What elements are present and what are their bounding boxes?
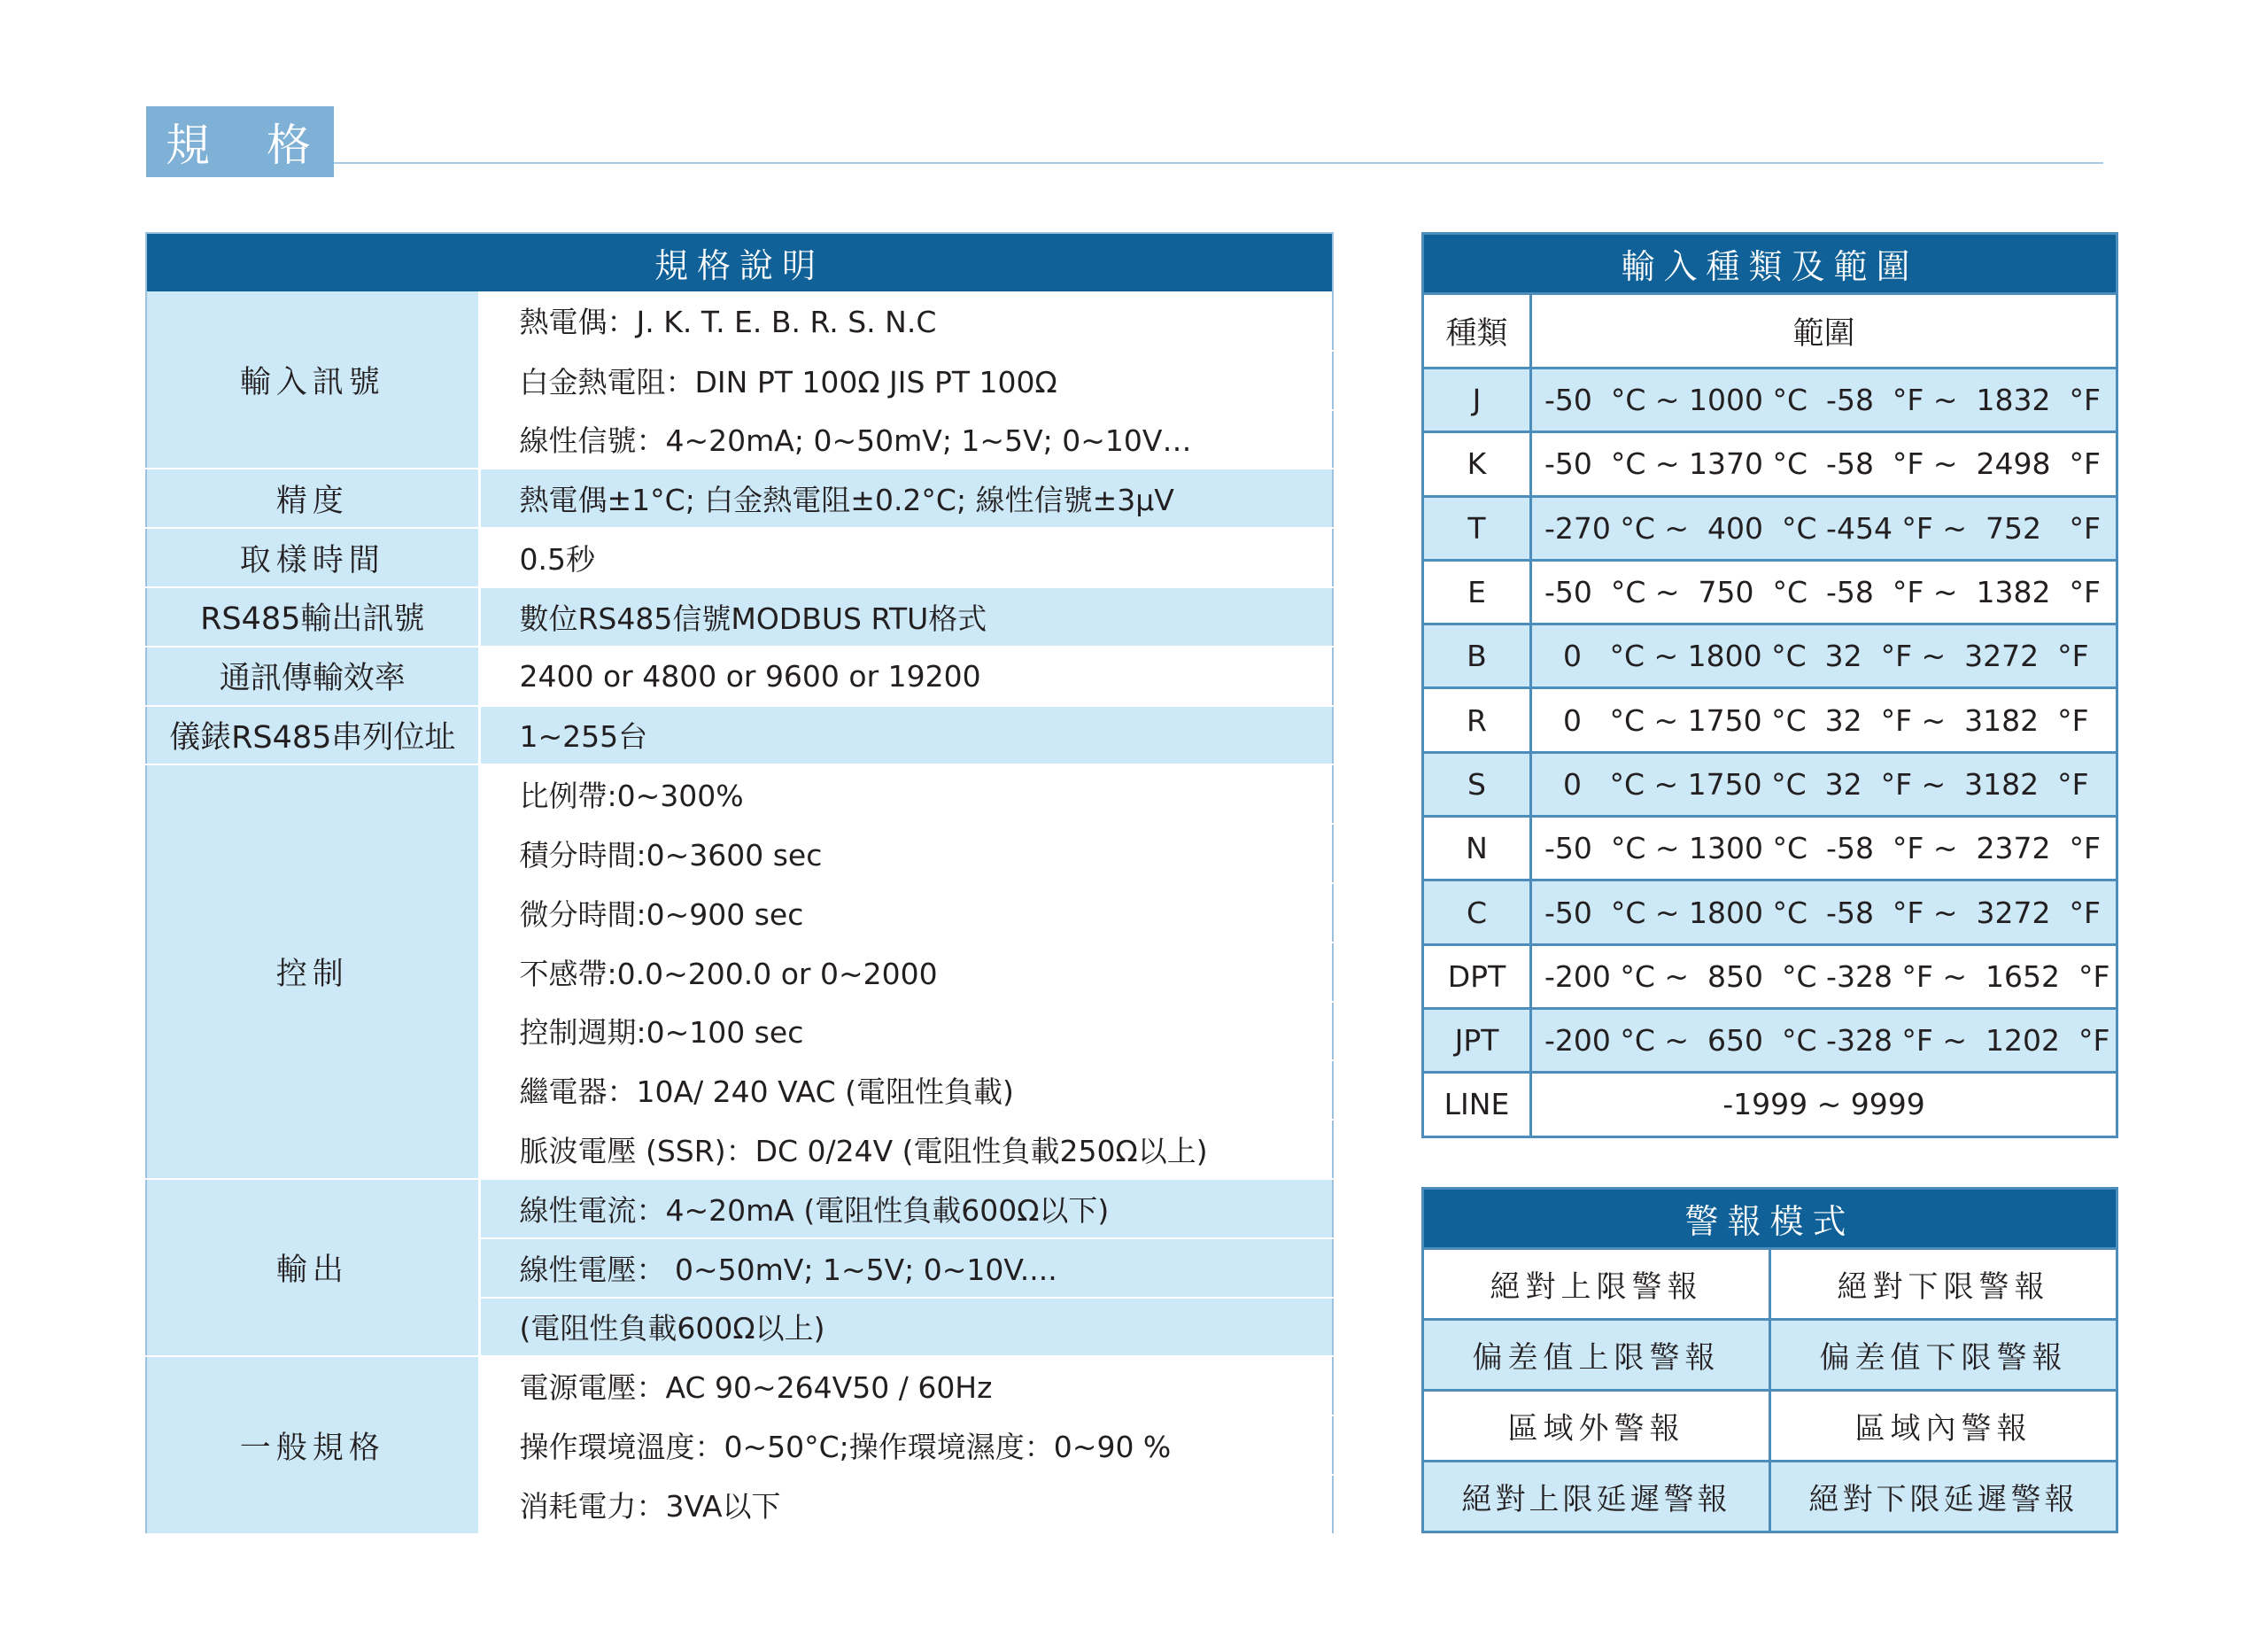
input-range-table — [1421, 232, 2118, 1138]
input-range: -50 °C ~ 1800 °C -58 °F ~ 3272 °F — [1531, 880, 2117, 944]
spec-label: 控制 — [146, 764, 479, 1179]
table-row — [1423, 1320, 2117, 1391]
alarm-mode-cell: 區域內警報 — [1770, 1391, 2117, 1462]
table-row — [1423, 1391, 2117, 1462]
spec-value: 數位RS485信號MODBUS RTU格式 — [479, 587, 1333, 647]
table-row — [1423, 368, 2117, 432]
alarm-mode-cell: 偏差值下限警報 — [1770, 1320, 2117, 1391]
table-row — [1423, 1008, 2117, 1072]
input-table-title: 輸入種類及範圍 — [1423, 234, 2117, 294]
spec-value: 脈波電壓 (SSR)：DC 0/24V (電阻性負載250Ω以上) — [479, 1120, 1333, 1179]
input-type: N — [1423, 817, 1531, 880]
spec-value: 2400 or 4800 or 9600 or 19200 — [479, 647, 1333, 706]
input-type: JPT — [1423, 1008, 1531, 1072]
input-type: K — [1423, 432, 1531, 496]
input-range: -50 °C ~ 1000 °C -58 °F ~ 1832 °F — [1531, 368, 2117, 432]
table-row — [1423, 496, 2117, 560]
input-range: -50 °C ~ 750 °C -58 °F ~ 1382 °F — [1531, 560, 2117, 624]
table-row — [146, 291, 1333, 351]
spec-value: 積分時間:0~3600 sec — [479, 824, 1333, 883]
table-row — [1423, 1073, 2117, 1136]
spec-value: 線性電壓： 0~50mV; 1~5V; 0~10V.... — [479, 1238, 1333, 1298]
table-row — [1423, 1462, 2117, 1532]
spec-value: 熱電偶：J. K. T. E. B. R. S. N.C — [479, 291, 1333, 351]
input-type: C — [1423, 880, 1531, 944]
spec-value: 線性信號：4~20mA; 0~50mV; 1~5V; 0~10V… — [479, 410, 1333, 469]
alarm-mode-cell: 絕對上限延遲警報 — [1423, 1462, 1770, 1532]
table-row — [146, 764, 1333, 824]
input-range: -1999 ~ 9999 — [1531, 1073, 2117, 1136]
input-range: -200 °C ~ 850 °C -328 °F ~ 1652 °F — [1531, 944, 2117, 1008]
spec-value: 操作環境溫度：0~50°C;操作環境濕度：0~90 % — [479, 1415, 1333, 1475]
input-range: -270 °C ~ 400 °C -454 °F ~ 752 °F — [1531, 496, 2117, 560]
spec-value: 白金熱電阻：DIN PT 100Ω JIS PT 100Ω — [479, 351, 1333, 410]
input-range: -50 °C ~ 1370 °C -58 °F ~ 2498 °F — [1531, 432, 2117, 496]
table-row — [146, 647, 1333, 706]
input-range: 0 °C ~ 1750 °C 32 °F ~ 3182 °F — [1531, 688, 2117, 752]
spec-value: 線性電流：4~20mA (電阻性負載600Ω以下) — [479, 1179, 1333, 1238]
input-type: R — [1423, 688, 1531, 752]
table-row — [146, 469, 1333, 528]
table-row — [146, 1356, 1333, 1415]
table-row — [1423, 624, 2117, 688]
spec-table-title: 規格說明 — [146, 233, 1333, 291]
spec-label: 精度 — [146, 469, 479, 528]
spec-value: 不感帶:0.0~200.0 or 0~2000 — [479, 942, 1333, 1002]
table-row — [1423, 688, 2117, 752]
alarm-mode-table — [1421, 1187, 2118, 1533]
alarm-mode-cell: 絕對下限延遲警報 — [1770, 1462, 2117, 1532]
spec-label: 取樣時間 — [146, 528, 479, 587]
input-type: B — [1423, 624, 1531, 688]
input-type: T — [1423, 496, 1531, 560]
spec-value: 熱電偶±1°C; 白金熱電阻±0.2°C; 線性信號±3μV — [479, 469, 1333, 528]
alarm-mode-cell: 區域外警報 — [1423, 1391, 1770, 1462]
input-type: J — [1423, 368, 1531, 432]
spec-label: 儀錶RS485串列位址 — [146, 706, 479, 765]
spec-value: 電源電壓：AC 90~264V50 / 60Hz — [479, 1356, 1333, 1415]
spec-value: 控制週期:0~100 sec — [479, 1002, 1333, 1061]
table-row — [1423, 880, 2117, 944]
spec-value: 1~255台 — [479, 706, 1333, 765]
section-title: 規 格 — [146, 106, 334, 177]
input-type: LINE — [1423, 1073, 1531, 1136]
table-row — [146, 706, 1333, 765]
table-row — [1423, 944, 2117, 1008]
spec-label: 通訊傳輸效率 — [146, 647, 479, 706]
alarm-mode-cell: 絕對下限警報 — [1770, 1249, 2117, 1320]
spec-value: 比例帶:0~300% — [479, 764, 1333, 824]
spec-value: 消耗電力：3VA以下 — [479, 1475, 1333, 1534]
alarm-mode-cell: 絕對上限警報 — [1423, 1249, 1770, 1320]
spec-value: 微分時間:0~900 sec — [479, 883, 1333, 942]
section-divider — [334, 162, 2103, 164]
table-row — [1423, 752, 2117, 816]
input-range: 0 °C ~ 1800 °C 32 °F ~ 3272 °F — [1531, 624, 2117, 688]
input-type: E — [1423, 560, 1531, 624]
spec-value: 繼電器：10A/ 240 VAC (電阻性負載) — [479, 1060, 1333, 1120]
spec-table — [145, 232, 1334, 1535]
spec-label: 輸入訊號 — [146, 291, 479, 469]
table-header-row — [1423, 294, 2117, 368]
alarm-mode-cell: 偏差值上限警報 — [1423, 1320, 1770, 1391]
table-row — [1423, 560, 2117, 624]
table-row — [146, 587, 1333, 647]
table-row — [1423, 432, 2117, 496]
column-header-range: 範圍 — [1531, 294, 2117, 368]
table-row — [146, 528, 1333, 587]
table-row — [146, 1179, 1333, 1238]
input-type: DPT — [1423, 944, 1531, 1008]
input-type: S — [1423, 752, 1531, 816]
spec-value: (電阻性負載600Ω以上) — [479, 1298, 1333, 1357]
column-header-type: 種類 — [1423, 294, 1531, 368]
table-row — [1423, 1249, 2117, 1320]
input-range: -200 °C ~ 650 °C -328 °F ~ 1202 °F — [1531, 1008, 2117, 1072]
table-row — [1423, 817, 2117, 880]
spec-label: 一般規格 — [146, 1356, 479, 1533]
spec-value: 0.5秒 — [479, 528, 1333, 587]
alarm-table-title: 警報模式 — [1423, 1189, 2117, 1249]
spec-label: 輸出 — [146, 1179, 479, 1356]
input-range: 0 °C ~ 1750 °C 32 °F ~ 3182 °F — [1531, 752, 2117, 816]
input-range: -50 °C ~ 1300 °C -58 °F ~ 2372 °F — [1531, 817, 2117, 880]
spec-label: RS485輸出訊號 — [146, 587, 479, 647]
